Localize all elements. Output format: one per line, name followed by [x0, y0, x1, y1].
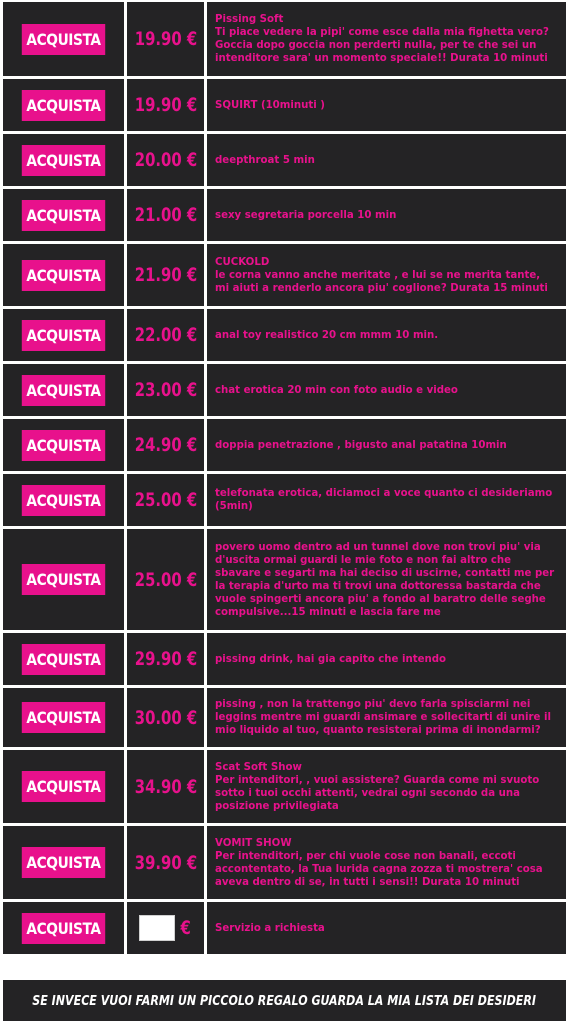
- price-cell: [127, 529, 204, 630]
- service-description: [215, 154, 556, 167]
- service-description: [215, 698, 556, 737]
- price-label: 24.90 €: [134, 434, 197, 456]
- buy-button[interactable]: ACQUISTA: [22, 847, 105, 878]
- service-text: Ti piace vedere la pipi' come esce dalla mia fighetta vero? Goccia dopo goccia non perderti nulla, per te che sei un intenditore sara' un momento speciale!! Durata 10 minuti: [215, 27, 549, 64]
- service-text: Per intenditori, per chi vuole cose non banali, eccoti accontentato, la Tua lurida cagna zozza ti mostrera' cosa aveva dentro di se, in tutti i sensi!! Durata 10 minuti: [215, 850, 543, 888]
- price-cell: [127, 244, 204, 306]
- price-cell: [127, 134, 204, 186]
- service-description: [215, 384, 556, 397]
- price-cell: [127, 750, 204, 823]
- price-cell: [127, 189, 204, 241]
- buy-button[interactable]: ACQUISTA: [22, 771, 105, 802]
- service-title: CUCKOLD: [215, 256, 270, 268]
- service-text: Per intenditori, , vuoi assistere? Guarda come mi svuoto sotto i tuoi occhi attenti, vedrai ogni secondo da una posizione privilegiata: [215, 774, 540, 812]
- price-cell: [127, 633, 204, 685]
- price-label: 25.00 €: [134, 568, 197, 591]
- buy-button[interactable]: ACQUISTA: [22, 644, 105, 675]
- buy-button[interactable]: ACQUISTA: [22, 430, 105, 461]
- wishlist-banner: [3, 980, 566, 1021]
- wishlist-link[interactable]: LISTA DEI DESIDERI: [415, 992, 537, 1009]
- service-description: [215, 209, 556, 222]
- service-text: povero uomo dentro ad un tunnel dove non trovi piu' via d'uscita ormai guardi le mie foto e non fai altro che sbavare e segarti ma hai deciso di uscirne, contatti me per la terapia d'urto ma ti trovi una dottoressa bastarda che vuole spingerti ancora piu' a fondo al baratro delle seghe compulsive...15 minuti e lascia fare me: [215, 541, 555, 618]
- service-text: SQUIRT (10minuti ): [215, 99, 325, 111]
- service-description: [215, 329, 556, 342]
- service-text: sexy segretaria porcella 10 min: [215, 209, 397, 221]
- price-cell: [127, 688, 204, 747]
- wishlist-text: [33, 993, 537, 1009]
- buy-cell: [3, 902, 124, 954]
- description-cell: [207, 902, 566, 954]
- description-cell: [207, 309, 566, 361]
- wishlist-prefix: SE INVECE VUOI FARMI UN PICCOLO REGALO GUARDA LA MIA: [32, 992, 412, 1009]
- buy-button[interactable]: ACQUISTA: [22, 24, 105, 55]
- service-description: [215, 541, 556, 619]
- description-cell: [207, 826, 566, 899]
- service-description: [215, 439, 556, 452]
- description-cell: [207, 134, 566, 186]
- price-label: 34.90 €: [134, 775, 197, 798]
- buy-button[interactable]: ACQUISTA: [22, 145, 105, 176]
- buy-button[interactable]: ACQUISTA: [22, 90, 105, 121]
- price-label: 25.00 €: [134, 489, 197, 511]
- description-cell: [207, 244, 566, 306]
- price-label: 20.00 €: [134, 149, 197, 171]
- service-text: telefonata erotica, diciamoci a voce quanto ci desideriamo (5min): [215, 488, 553, 512]
- currency-symbol: €: [180, 917, 191, 939]
- price-cell: [127, 79, 204, 131]
- service-text: anal toy realistico 20 cm mmm 10 min.: [215, 329, 439, 341]
- buy-cell: [3, 134, 124, 186]
- custom-price-input[interactable]: [139, 915, 175, 941]
- description-cell: [207, 189, 566, 241]
- buy-button[interactable]: ACQUISTA: [22, 702, 105, 733]
- price-label: 23.00 €: [134, 379, 197, 401]
- description-cell: [207, 529, 566, 630]
- buy-cell: [3, 474, 124, 526]
- service-text: doppia penetrazione , bigusto anal patatina 10min: [215, 439, 507, 451]
- price-cell: [127, 364, 204, 416]
- buy-cell: [3, 364, 124, 416]
- price-cell: [127, 2, 204, 76]
- buy-cell: [3, 189, 124, 241]
- service-description: [215, 256, 556, 295]
- buy-button[interactable]: ACQUISTA: [22, 260, 105, 291]
- service-text: Servizio a richiesta: [215, 922, 325, 934]
- description-cell: [207, 474, 566, 526]
- description-cell: [207, 688, 566, 747]
- price-cell: [127, 474, 204, 526]
- price-label: 21.00 €: [134, 204, 197, 226]
- description-cell: [207, 633, 566, 685]
- buy-cell: [3, 2, 124, 76]
- buy-button[interactable]: ACQUISTA: [22, 200, 105, 231]
- description-cell: [207, 750, 566, 823]
- service-title: VOMIT SHOW: [215, 837, 292, 849]
- service-description: [215, 99, 556, 112]
- service-description: [215, 837, 556, 889]
- buy-cell: [3, 633, 124, 685]
- buy-button[interactable]: ACQUISTA: [22, 375, 105, 406]
- price-cell: [127, 419, 204, 471]
- buy-button[interactable]: ACQUISTA: [22, 320, 105, 351]
- price-label: 39.90 €: [134, 851, 197, 874]
- description-cell: [207, 79, 566, 131]
- service-text: pissing , non la trattengo piu' devo farla spisciarmi nei leggins mentre mi guardi ansimare e sollecitarti di unire il mio liquido al tuo, quanto resisterai prima di inondarmi?: [215, 699, 551, 736]
- price-cell: [127, 309, 204, 361]
- service-text: pissing drink, hai gia capito che intendo: [215, 653, 447, 665]
- price-table: [3, 2, 566, 954]
- service-description: [215, 761, 556, 813]
- price-cell: [127, 826, 204, 899]
- description-cell: [207, 419, 566, 471]
- price-label: 29.90 €: [134, 648, 197, 670]
- buy-button-custom[interactable]: ACQUISTA: [22, 913, 105, 944]
- price-label: 19.90 €: [134, 94, 197, 116]
- service-title: Pissing Soft: [215, 14, 284, 25]
- buy-cell: [3, 244, 124, 306]
- buy-cell: [3, 309, 124, 361]
- buy-cell: [3, 688, 124, 747]
- buy-cell: [3, 419, 124, 471]
- price-label: 21.90 €: [134, 264, 197, 286]
- description-cell: [207, 364, 566, 416]
- buy-cell: [3, 79, 124, 131]
- service-description: [215, 487, 556, 513]
- service-title: Scat Soft Show: [215, 761, 302, 773]
- service-text: deepthroat 5 min: [215, 154, 315, 166]
- buy-button[interactable]: ACQUISTA: [22, 485, 105, 516]
- buy-button[interactable]: ACQUISTA: [22, 564, 105, 595]
- price-label: 30.00 €: [134, 706, 197, 729]
- buy-cell: [3, 750, 124, 823]
- price-label: 19.90 €: [134, 28, 197, 50]
- price-label: 22.00 €: [134, 324, 197, 346]
- service-text: chat erotica 20 min con foto audio e video: [215, 384, 458, 396]
- custom-price-cell: [127, 902, 204, 954]
- service-description: [215, 13, 556, 65]
- buy-cell: [3, 529, 124, 630]
- service-text: le corna vanno anche meritate , e lui se ne merita tante, mi aiuti a renderlo ancora piu' coglione? Durata 15 minuti: [215, 269, 548, 294]
- service-description: [215, 653, 556, 666]
- description-cell: [207, 2, 566, 76]
- buy-cell: [3, 826, 124, 899]
